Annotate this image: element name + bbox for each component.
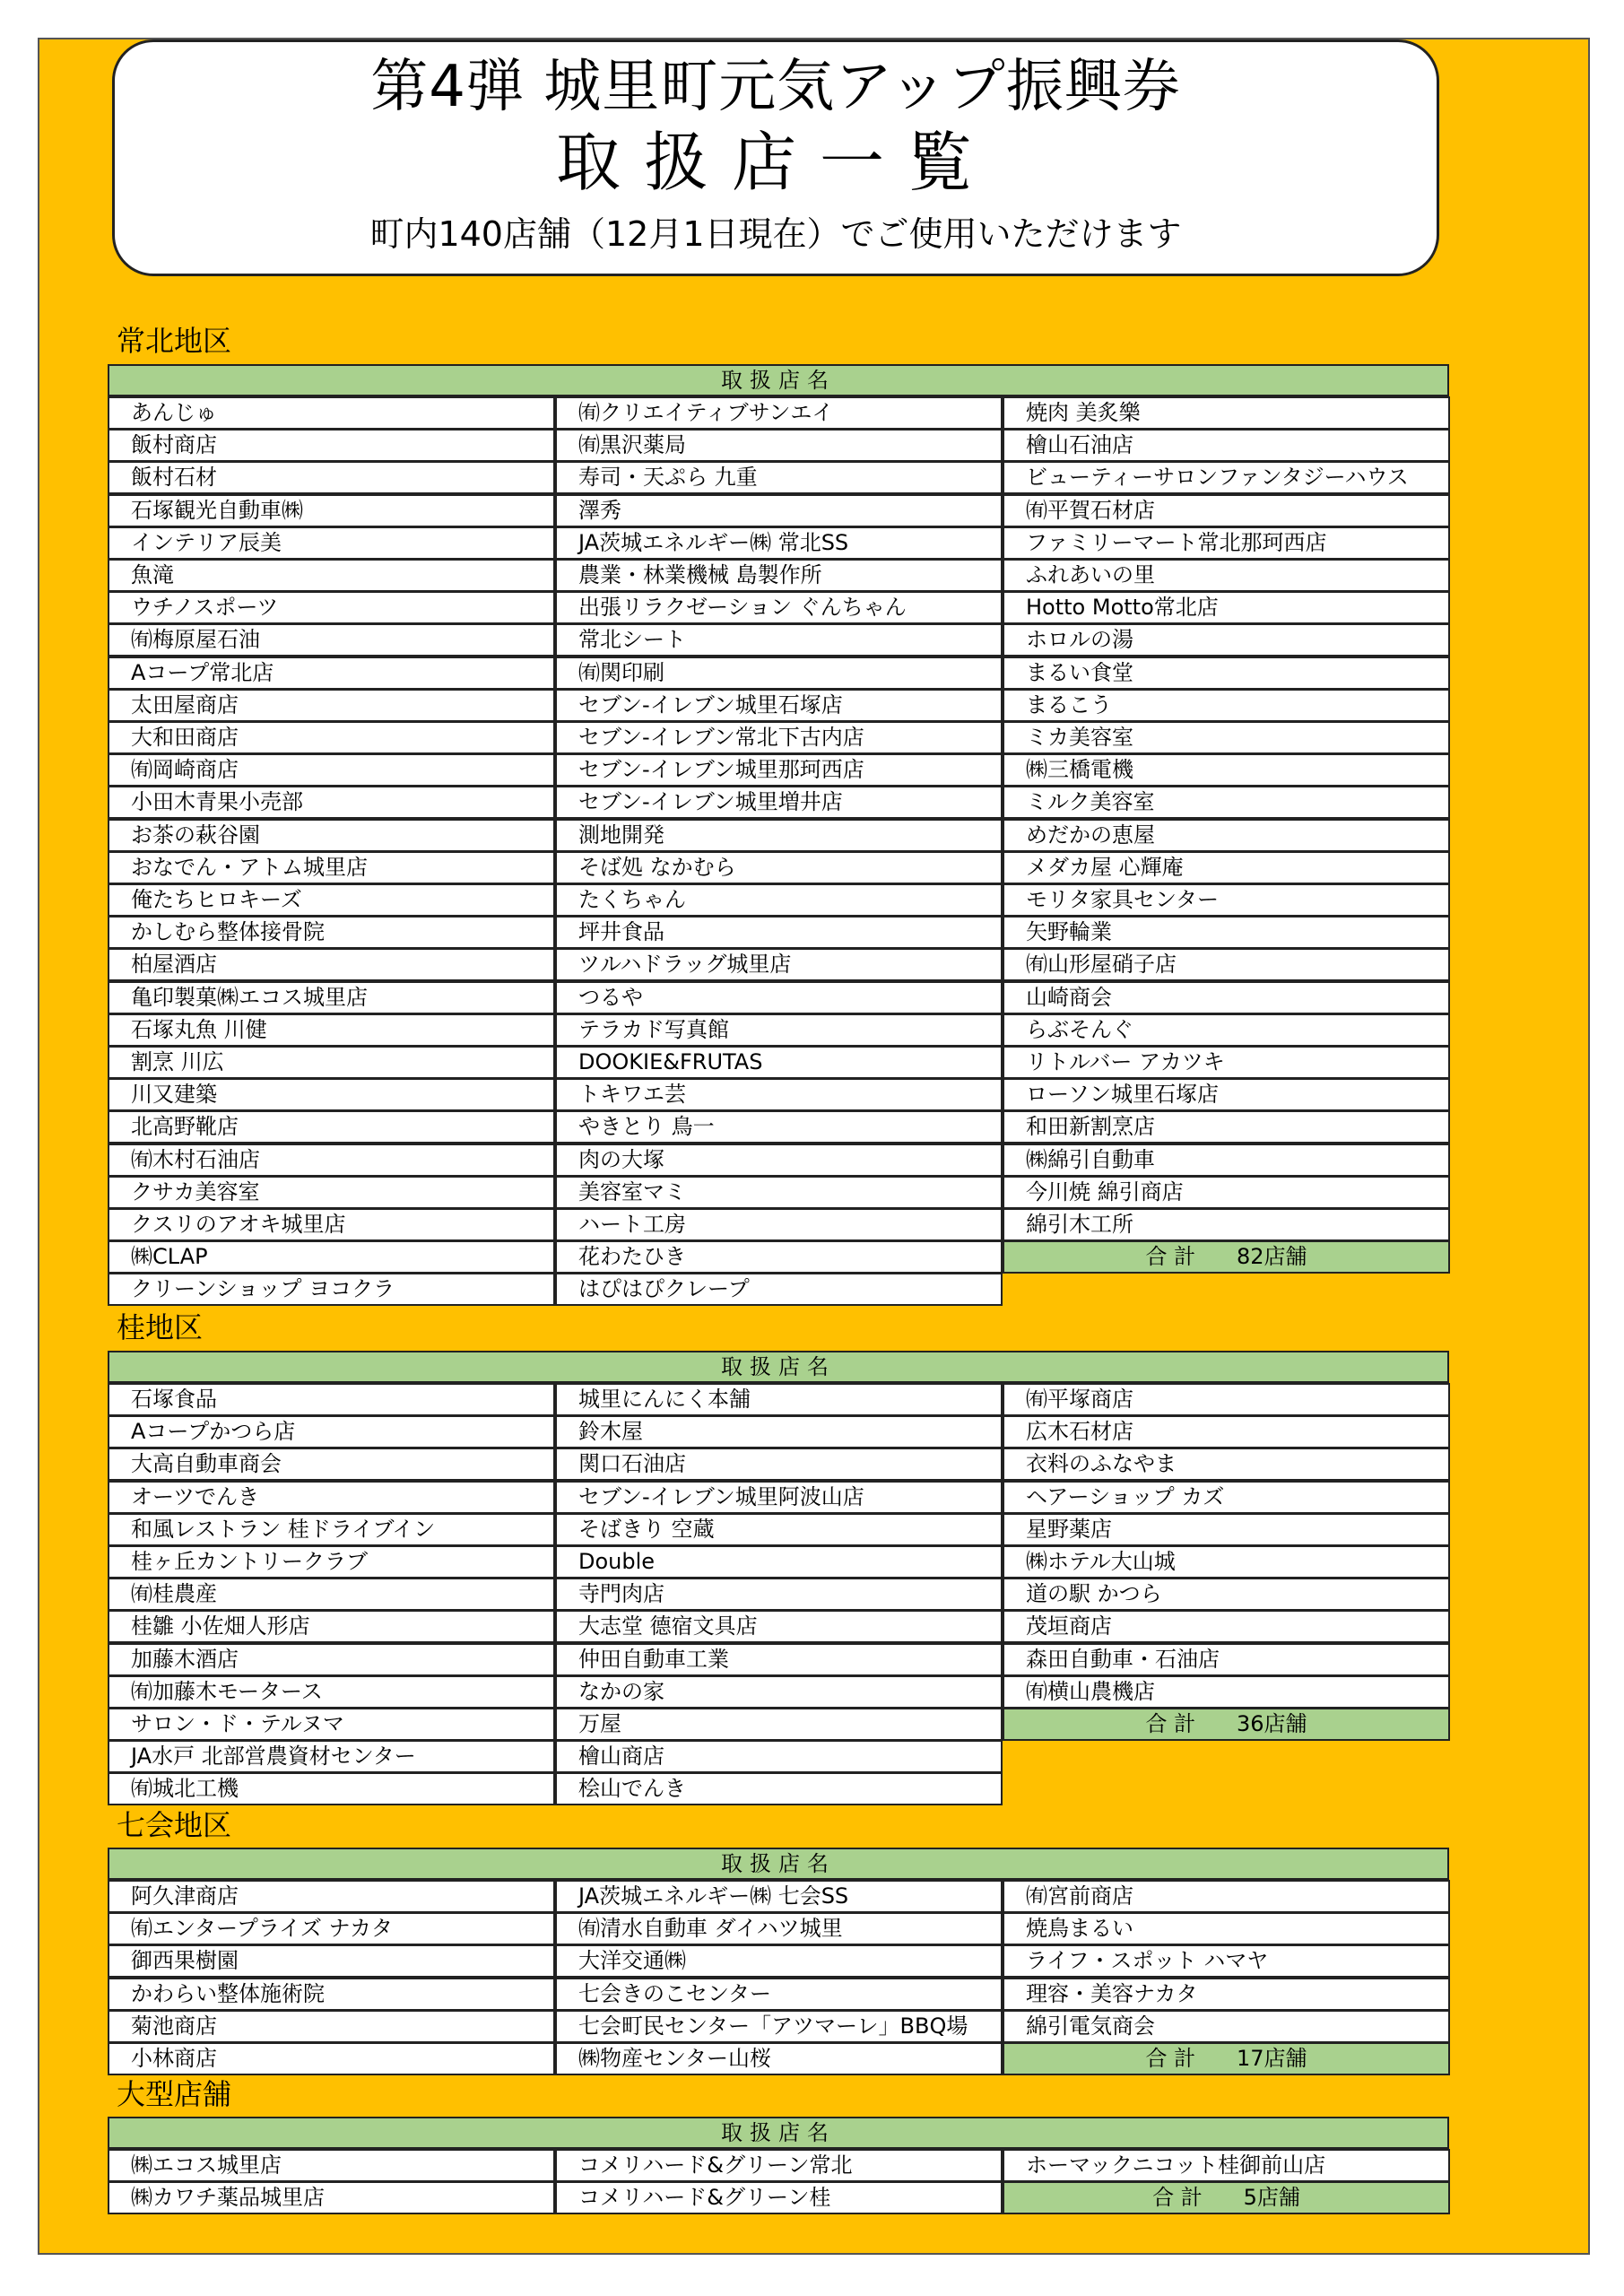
store-cell: DOOKIE&FRUTAS <box>555 1046 1003 1079</box>
store-cell: 桂雛 小佐畑人形店 <box>108 1610 555 1643</box>
store-cell: つるや <box>555 981 1003 1014</box>
store-cell: ハート工房 <box>555 1208 1003 1241</box>
store-cell: 澤秀 <box>555 494 1003 527</box>
store-cell: Aコープかつら店 <box>108 1415 555 1448</box>
store-cell: 山崎商会 <box>1003 981 1450 1014</box>
store-cell: 常北シート <box>555 623 1003 657</box>
store-cell: はぴはぴクレープ <box>555 1273 1003 1306</box>
store-cell: Aコープ常北店 <box>108 657 555 690</box>
store-cell: 関口石油店 <box>555 1448 1003 1481</box>
store-cell: ㈱CLAP <box>108 1240 555 1274</box>
store-cell: おなでん・アトム城里店 <box>108 851 555 884</box>
store-cell: ㈲山形屋硝子店 <box>1003 948 1450 981</box>
store-cell: ㈲エンタープライズ ナカタ <box>108 1912 555 1945</box>
store-cell: ㈲木村石油店 <box>108 1144 555 1177</box>
store-cell: 亀印製菓㈱エコス城里店 <box>108 981 555 1014</box>
column-header: 取扱店名 <box>108 1351 1449 1383</box>
store-cell: 茂垣商店 <box>1003 1610 1450 1643</box>
store-cell: ㈲梅原屋石油 <box>108 623 555 657</box>
store-cell: ローソン城里石塚店 <box>1003 1078 1450 1111</box>
store-cell: 小田木青果小売部 <box>108 786 555 819</box>
store-cell: 城里にんにく本舗 <box>555 1383 1003 1416</box>
store-cell: ㈲平塚商店 <box>1003 1383 1450 1416</box>
store-cell: ㈱カワチ薬品城里店 <box>108 2181 555 2214</box>
total-label: 合 計 <box>1145 1711 1196 1736</box>
store-cell: Double <box>555 1545 1003 1578</box>
store-cell: ライフ・スポット ハマヤ <box>1003 1944 1450 1978</box>
store-cell: 花わたひき <box>555 1240 1003 1274</box>
store-cell: セブン-イレブン常北下古内店 <box>555 721 1003 754</box>
store-cell: 小林商店 <box>108 2042 555 2075</box>
section-title: 七会地区 <box>117 1808 232 1842</box>
store-cell: ㈲加藤木モータース <box>108 1675 555 1709</box>
store-cell: ㈲平賀石材店 <box>1003 494 1450 527</box>
store-cell: ㈱綿引自動車 <box>1003 1144 1450 1177</box>
section-title: 桂地区 <box>117 1310 204 1344</box>
store-cell: リトルバー アカツキ <box>1003 1046 1450 1079</box>
store-cell: ホーマックニコット桂御前山店 <box>1003 2149 1450 2182</box>
store-cell: 川又建築 <box>108 1078 555 1111</box>
store-cell: 檜山商店 <box>555 1740 1003 1773</box>
store-cell: 魚滝 <box>108 559 555 592</box>
store-cell: まるい食堂 <box>1003 657 1450 690</box>
store-cell: ㈲城北工機 <box>108 1772 555 1805</box>
store-cell: 坪井食品 <box>555 916 1003 949</box>
store-cell: 大高自動車商会 <box>108 1448 555 1481</box>
store-cell: まるこう <box>1003 689 1450 722</box>
store-cell: 檜山石油店 <box>1003 429 1450 462</box>
store-cell: 万屋 <box>555 1708 1003 1741</box>
store-cell: クリーンショップ ヨコクラ <box>108 1273 555 1306</box>
store-cell: めだかの恵屋 <box>1003 819 1450 852</box>
store-cell: 菊池商店 <box>108 2010 555 2043</box>
store-cell: クスリのアオキ城里店 <box>108 1208 555 1241</box>
store-cell: ビューティーサロンファンタジーハウス <box>1003 461 1450 494</box>
store-cell: やきとり 鳥一 <box>555 1110 1003 1144</box>
store-cell: 七会きのこセンター <box>555 1978 1003 2011</box>
store-cell: 加藤木酒店 <box>108 1643 555 1676</box>
store-cell: ツルハドラッグ城里店 <box>555 948 1003 981</box>
total-value: 5店舗 <box>1243 2185 1300 2211</box>
store-cell: ヘアーショップ カズ <box>1003 1481 1450 1514</box>
store-cell: セブン-イレブン城里増井店 <box>555 786 1003 819</box>
section-title: 大型店舗 <box>117 2077 232 2111</box>
store-cell: ふれあいの里 <box>1003 559 1450 592</box>
store-cell: 和田新割烹店 <box>1003 1110 1450 1144</box>
store-cell: 焼肉 美炙樂 <box>1003 396 1450 430</box>
store-cell: 出張リラクゼーション ぐんちゃん <box>555 591 1003 624</box>
store-cell: 七会町民センター「アツマーレ」BBQ場 <box>555 2010 1003 2043</box>
store-cell: 大和田商店 <box>108 721 555 754</box>
store-cell: ウチノスポーツ <box>108 591 555 624</box>
store-cell: 綿引木工所 <box>1003 1208 1450 1241</box>
total-value: 36店舗 <box>1236 1711 1307 1736</box>
store-cell: 美容室マミ <box>555 1176 1003 1209</box>
usage-note: 町内140店舗（12月1日現在）でご使用いただけます <box>369 214 1182 254</box>
store-cell: 太田屋商店 <box>108 689 555 722</box>
store-cell: 農業・林業機械 島製作所 <box>555 559 1003 592</box>
store-cell: 理容・美容ナカタ <box>1003 1978 1450 2011</box>
store-cell: テラカド写真館 <box>555 1013 1003 1047</box>
column-header: 取扱店名 <box>108 2117 1449 2149</box>
total-label: 合 計 <box>1145 2046 1196 2071</box>
page-title: 第4弾 城里町元気アップ振興券 <box>370 54 1181 120</box>
column-header: 取扱店名 <box>108 1848 1449 1880</box>
total-row <box>1003 2042 1450 2075</box>
total-value: 17店舗 <box>1236 2046 1307 2071</box>
store-cell: 飯村商店 <box>108 429 555 462</box>
store-cell: たくちゃん <box>555 883 1003 917</box>
store-cell: Hotto Motto常北店 <box>1003 591 1450 624</box>
store-cell: セブン-イレブン城里石塚店 <box>555 689 1003 722</box>
store-cell: 桧山でんき <box>555 1772 1003 1805</box>
store-cell: 鈴木屋 <box>555 1415 1003 1448</box>
title-box <box>112 39 1439 276</box>
store-cell: 焼鳥まるい <box>1003 1912 1450 1945</box>
store-cell: セブン-イレブン城里阿波山店 <box>555 1481 1003 1514</box>
total-label: 合 計 <box>1152 2185 1203 2211</box>
store-cell: JA茨城エネルギー㈱ 常北SS <box>555 526 1003 560</box>
store-cell: 測地開発 <box>555 819 1003 852</box>
column-header: 取扱店名 <box>108 364 1449 396</box>
total-label: 合 計 <box>1145 1244 1196 1270</box>
total-value: 82店舗 <box>1236 1244 1307 1270</box>
store-cell: 割烹 川広 <box>108 1046 555 1079</box>
store-cell: JA水戸 北部営農資材センター <box>108 1740 555 1773</box>
store-cell: 矢野輪業 <box>1003 916 1450 949</box>
store-cell: かしむら整体接骨院 <box>108 916 555 949</box>
store-cell: ㈲宮前商店 <box>1003 1880 1450 1913</box>
page-subtitle-main: 取扱店一覧 <box>555 125 995 200</box>
store-cell: ㈲関印刷 <box>555 657 1003 690</box>
store-cell: 石塚観光自動車㈱ <box>108 494 555 527</box>
store-cell: 道の駅 かつら <box>1003 1578 1450 1611</box>
store-cell: 仲田自動車工業 <box>555 1643 1003 1676</box>
store-cell: トキワエ芸 <box>555 1078 1003 1111</box>
store-cell: ホロルの湯 <box>1003 623 1450 657</box>
store-cell: かわらい整体施術院 <box>108 1978 555 2011</box>
store-cell: ファミリーマート常北那珂西店 <box>1003 526 1450 560</box>
store-cell: セブン-イレブン城里那珂西店 <box>555 753 1003 787</box>
total-row <box>1003 1240 1450 1274</box>
store-cell: 星野薬店 <box>1003 1513 1450 1546</box>
store-cell: モリタ家具センター <box>1003 883 1450 917</box>
store-cell: 衣料のふなやま <box>1003 1448 1450 1481</box>
total-row <box>1003 2181 1450 2214</box>
store-cell: なかの家 <box>555 1675 1003 1709</box>
store-cell: ㈲横山農機店 <box>1003 1675 1450 1709</box>
store-cell: ㈲黒沢薬局 <box>555 429 1003 462</box>
store-cell: 阿久津商店 <box>108 1880 555 1913</box>
store-cell: ㈱物産センター山桜 <box>555 2042 1003 2075</box>
store-cell: 綿引電気商会 <box>1003 2010 1450 2043</box>
store-cell: ㈲岡崎商店 <box>108 753 555 787</box>
store-cell: 俺たちヒロキーズ <box>108 883 555 917</box>
store-cell: 桂ヶ丘カントリークラブ <box>108 1545 555 1578</box>
store-cell: 肉の大塚 <box>555 1144 1003 1177</box>
store-cell: 飯村石材 <box>108 461 555 494</box>
store-cell: コメリハード&グリーン常北 <box>555 2149 1003 2182</box>
store-cell: 北高野靴店 <box>108 1110 555 1144</box>
store-cell: オーツでんき <box>108 1481 555 1514</box>
store-cell: コメリハード&グリーン桂 <box>555 2181 1003 2214</box>
store-cell: ミカ美容室 <box>1003 721 1450 754</box>
store-cell: 寺門肉店 <box>555 1578 1003 1611</box>
store-cell: ㈲清水自動車 ダイハツ城里 <box>555 1912 1003 1945</box>
store-cell: ミルク美容室 <box>1003 786 1450 819</box>
store-cell: 寿司・天ぷら 九重 <box>555 461 1003 494</box>
store-cell: 石塚丸魚 川健 <box>108 1013 555 1047</box>
store-cell: お茶の萩谷園 <box>108 819 555 852</box>
store-cell: インテリア辰美 <box>108 526 555 560</box>
store-cell: そば処 なかむら <box>555 851 1003 884</box>
store-cell: ㈲クリエイティブサンエイ <box>555 396 1003 430</box>
store-cell: 広木石材店 <box>1003 1415 1450 1448</box>
store-cell: クサカ美容室 <box>108 1176 555 1209</box>
store-cell: ㈲桂農産 <box>108 1578 555 1611</box>
store-cell: 森田自動車・石油店 <box>1003 1643 1450 1676</box>
store-cell: ㈱エコス城里店 <box>108 2149 555 2182</box>
store-cell: ㈱ホテル大山城 <box>1003 1545 1450 1578</box>
section-title: 常北地区 <box>117 324 232 358</box>
store-cell: 御西果樹園 <box>108 1944 555 1978</box>
store-cell: JA茨城エネルギー㈱ 七会SS <box>555 1880 1003 1913</box>
store-cell: 今川焼 綿引商店 <box>1003 1176 1450 1209</box>
store-cell: サロン・ド・テルヌマ <box>108 1708 555 1741</box>
store-cell: 柏屋酒店 <box>108 948 555 981</box>
store-cell: らぶそんぐ <box>1003 1013 1450 1047</box>
total-row <box>1003 1708 1450 1741</box>
store-cell: 石塚食品 <box>108 1383 555 1416</box>
store-cell: そばきり 空蔵 <box>555 1513 1003 1546</box>
store-cell: 大洋交通㈱ <box>555 1944 1003 1978</box>
store-cell: あんじゅ <box>108 396 555 430</box>
store-cell: 和風レストラン 桂ドライブイン <box>108 1513 555 1546</box>
store-cell: 大志堂 德宿文具店 <box>555 1610 1003 1643</box>
store-cell: メダカ屋 心輝庵 <box>1003 851 1450 884</box>
store-cell: ㈱三橋電機 <box>1003 753 1450 787</box>
